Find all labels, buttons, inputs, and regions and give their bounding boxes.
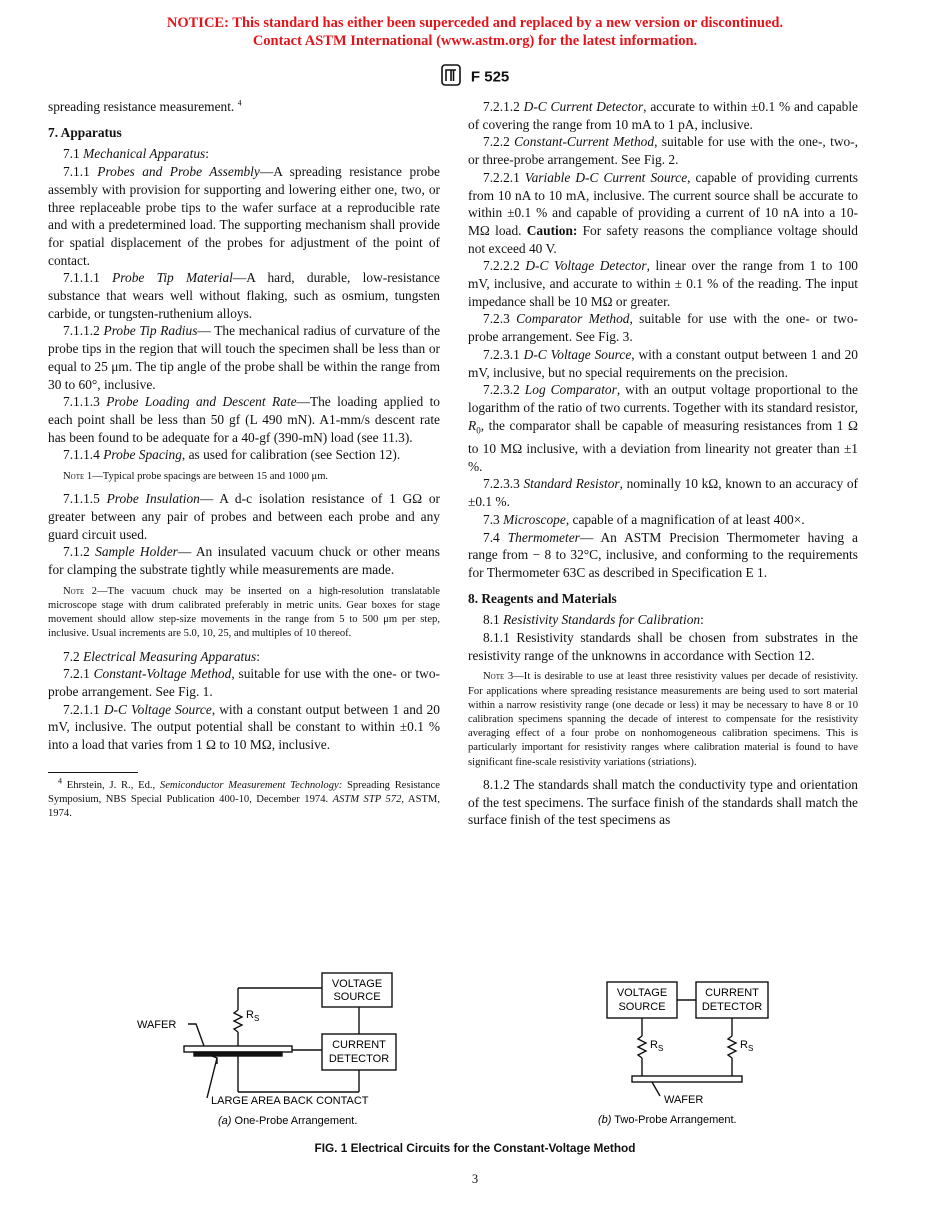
label-voltage-b: VOLTAGE bbox=[616, 987, 668, 999]
notice-line-1: NOTICE: This standard has either been superceded and replaced by a new version or discontinued. bbox=[166, 15, 784, 31]
label-back-contact: LARGE AREA BACK CONTACT bbox=[211, 1095, 369, 1107]
paragraph-7-2-3-3: 7.2.3.3 Standard Resistor, nominally 10 kΩ, known to an accuracy of ±0.1 %. bbox=[468, 476, 858, 510]
section-7-heading: 7. Apparatus bbox=[48, 124, 122, 140]
label-wafer-b: WAFER bbox=[664, 1094, 704, 1106]
paragraph-7-2-3: 7.2.3 Comparator Method, suitable for use with the one- or two-probe arrangement. See Fig. 3. bbox=[468, 311, 858, 345]
label-detector-b: DETECTOR bbox=[701, 1001, 763, 1013]
notice-line-2: Contact ASTM International (www.astm.org) for the latest information. bbox=[252, 33, 698, 49]
paragraph-7-2-1-2: 7.2.1.2 D-C Current Detector, accurate to within ±0.1 % and capable of covering the range from 10 mA to 1 pA, inclusive. bbox=[468, 99, 858, 132]
paragraph-8-1: 8.1 Resistivity Standards for Calibration: bbox=[483, 612, 704, 628]
note-2: Note 2—The vacuum chuck may be inserted on a high-resolution translatable microscope stage with drum calibrated preferably in metric units. Gear boxes for stage movement should allow step-size movements in the range from 5 to 500 μm per step, inclusive. Usual increments are 5.0, 10, 25, and multiples of 10 thereof. bbox=[48, 585, 440, 640]
paragraph-7-1-1-4: 7.1.1.4 Probe Spacing, as used for calibration (see Section 12). bbox=[63, 447, 401, 463]
right-column bbox=[468, 98, 858, 829]
left-column bbox=[48, 98, 440, 821]
label-source-a: SOURCE bbox=[333, 991, 381, 1003]
paragraph-7-2-2-2: 7.2.2.2 D-C Voltage Detector, linear over the range from 1 to 100 mV, inclusive, and accurate to within ± 0.1 % of the reading. The input impedance shall be 10 MΩ or greater. bbox=[468, 258, 858, 309]
label-wafer-a: WAFER bbox=[137, 1019, 177, 1031]
note-3: Note 3—It is desirable to use at least three resistivity values per decade of resistivity. For applications where spreading resistance measurements are being used to sort material within a narrow resistivity range (one decade or less) it may be necessary to have 8 or 10 calibration specimens spanning the decade of interest to compensate for the resistivity averaging effect of a four probe on nonhomogeneous calibration specimens. This is particularly important for resistivity ranges where calibration material is found to have significant fine-scale resistivity variations (striations). bbox=[468, 671, 858, 768]
document-designation bbox=[0, 64, 950, 90]
label-current-b: CURRENT bbox=[705, 987, 759, 999]
label-current-a: CURRENT bbox=[332, 1039, 386, 1051]
page-number: 3 bbox=[471, 1172, 479, 1186]
paragraph-continuation: spreading resistance measurement. $^4$ bbox=[48, 98, 242, 114]
designation-number: F 525 bbox=[470, 68, 510, 86]
footnote-rule bbox=[48, 772, 138, 773]
paragraph-7-2-2-1: 7.2.2.1 Variable D-C Current Source, capable of providing currents from 10 nA to 10 mA, inclusive. The current source shall be accurate to within ±0.1 % and capable of providing a current of 10 nA into a 10-MΩ load. Caution: For safety reasons the compliance voltage should not exceed 40 V. bbox=[468, 169, 858, 256]
label-voltage-a: VOLTAGE bbox=[331, 978, 383, 990]
paragraph-7-1: 7.1 Mechanical Apparatus: bbox=[63, 146, 209, 162]
label-rs-b1: $R_S$ bbox=[650, 1039, 664, 1053]
paragraph-7-2-1: 7.2.1 Constant-Voltage Method, suitable for use with the one- or two-probe arrangement. See Fig. 1. bbox=[48, 666, 440, 699]
astm-logo-icon bbox=[441, 64, 461, 90]
figure-caption: FIG. 1 Electrical Circuits for the Constant-Voltage Method bbox=[314, 1141, 636, 1155]
paragraph-7-1-2: 7.1.2 Sample Holder— An insulated vacuum chuck or other means for clamping the substrate tightly while measurements are made. bbox=[48, 544, 440, 578]
paragraph-7-4: 7.4 Thermometer— An ASTM Precision Thermometer having a range from − 8 to 32°C, inclusive, and conforming to the requirements for Thermometer 63C as described in Specification E 1. bbox=[468, 529, 858, 580]
caption-a: (a) One-Probe Arrangement. bbox=[218, 1115, 358, 1127]
paragraph-7-2-3-1: 7.2.3.1 D-C Voltage Source, with a constant output between 1 and 20 mV, inclusive, but no special requirements on the precision. bbox=[468, 346, 858, 380]
note-1: Note 1—Typical probe spacings are between 15 and 1000 μm. bbox=[63, 471, 329, 483]
label-rs-b2: $R_S$ bbox=[740, 1039, 754, 1053]
label-detector-a: DETECTOR bbox=[328, 1053, 390, 1065]
wafer-a bbox=[184, 1046, 292, 1052]
label-rs-a: $R_S$ bbox=[246, 1009, 260, 1023]
paragraph-7-1-1-3: 7.1.1.3 Probe Loading and Descent Rate—The loading applied to each point shall be less than 50 gf (L 490 mN). A1-mm/s descent rate has been found to be adequate for a 40-gf (390-mN) load (see 11.3). bbox=[48, 394, 440, 445]
section-8-heading: 8. Reagents and Materials bbox=[468, 590, 617, 606]
paragraph-7-3: 7.3 Microscope, capable of a magnification of at least 400×. bbox=[483, 511, 805, 527]
paragraph-8-1-2: 8.1.2 The standards shall match the conductivity type and orientation of the test specimens. The surface finish of the standards shall match the surface finish of the test specimens as bbox=[468, 776, 858, 828]
paragraph-7-1-1-5: 7.1.1.5 Probe Insulation— A d-c isolation resistance of 1 GΩ or greater between any pair of probes and between each probe and any guard circuit used. bbox=[48, 491, 440, 542]
label-source-b: SOURCE bbox=[618, 1001, 666, 1013]
paragraph-7-1-1-1: 7.1.1.1 Probe Tip Material—A hard, durable, low-resistance substance that wears well without flaking, such as osmium, tungsten carbide, or tungsten-ruthenium alloys. bbox=[48, 270, 440, 321]
paragraph-7-2-3-2: 7.2.3.2 Log Comparator, with an output voltage proportional to the logarithm of the ratio of two currents. Together with its standard resistor, $R_0$, the comparator shall be capable of measuring resistances from 1 Ω to 10 MΩ inclusive, with a deviation from linearity not greater than ±1 %. bbox=[468, 382, 858, 474]
paragraph-7-1-1-2: 7.1.1.2 Probe Tip Radius— The mechanical radius of curvature of the probe tips in the region that will touch the specimen shall be less than or equal to 25 μm. The tip angle of the probe shall be within the range from 30 to 60°, inclusive. bbox=[48, 323, 441, 392]
footnote-4: $^4$ Ehrstein, J. R., Ed., Semiconductor Measurement Technology: Spreading Resistance Symposium, NBS Special Publication 400-10, December 1974. ASTM STP 572, ASTM, 1974. bbox=[48, 776, 441, 819]
paragraph-7-2: 7.2 Electrical Measuring Apparatus: bbox=[63, 648, 260, 664]
caption-b: (b) Two-Probe Arrangement. bbox=[598, 1114, 737, 1126]
figure-1 bbox=[0, 960, 950, 1160]
paragraph-7-2-2: 7.2.2 Constant-Current Method, suitable for use with the one-, two-, or three-probe arrangement. See Fig. 2. bbox=[468, 134, 858, 168]
paragraph-7-2-1-1: 7.2.1.1 D-C Voltage Source, with a constant output between 1 and 20 mV, inclusive. The output potential shall be constant to within ±0.1 % into a load that varies from 1 Ω to 10 MΩ, inclusive. bbox=[48, 701, 440, 753]
paragraph-8-1-1: 8.1.1 Resistivity standards shall be chosen from substrates in the resistivity range of the unknowns in accordance with Section 12. bbox=[468, 630, 858, 663]
notice-banner bbox=[0, 14, 950, 50]
paragraph-7-1-1: 7.1.1 Probes and Probe Assembly—A spreading resistance probe assembly with provision for supporting and lowering either one, two, or three replaceable probe tips to the wafer surface at a reproducible rate and with a predetermined load. The supporting mechanism shall provide for spatial displacement of the probes for adjustment of the point of contact. bbox=[48, 164, 440, 268]
figure-1-diagram bbox=[0, 960, 950, 1145]
wafer-b bbox=[632, 1076, 742, 1082]
